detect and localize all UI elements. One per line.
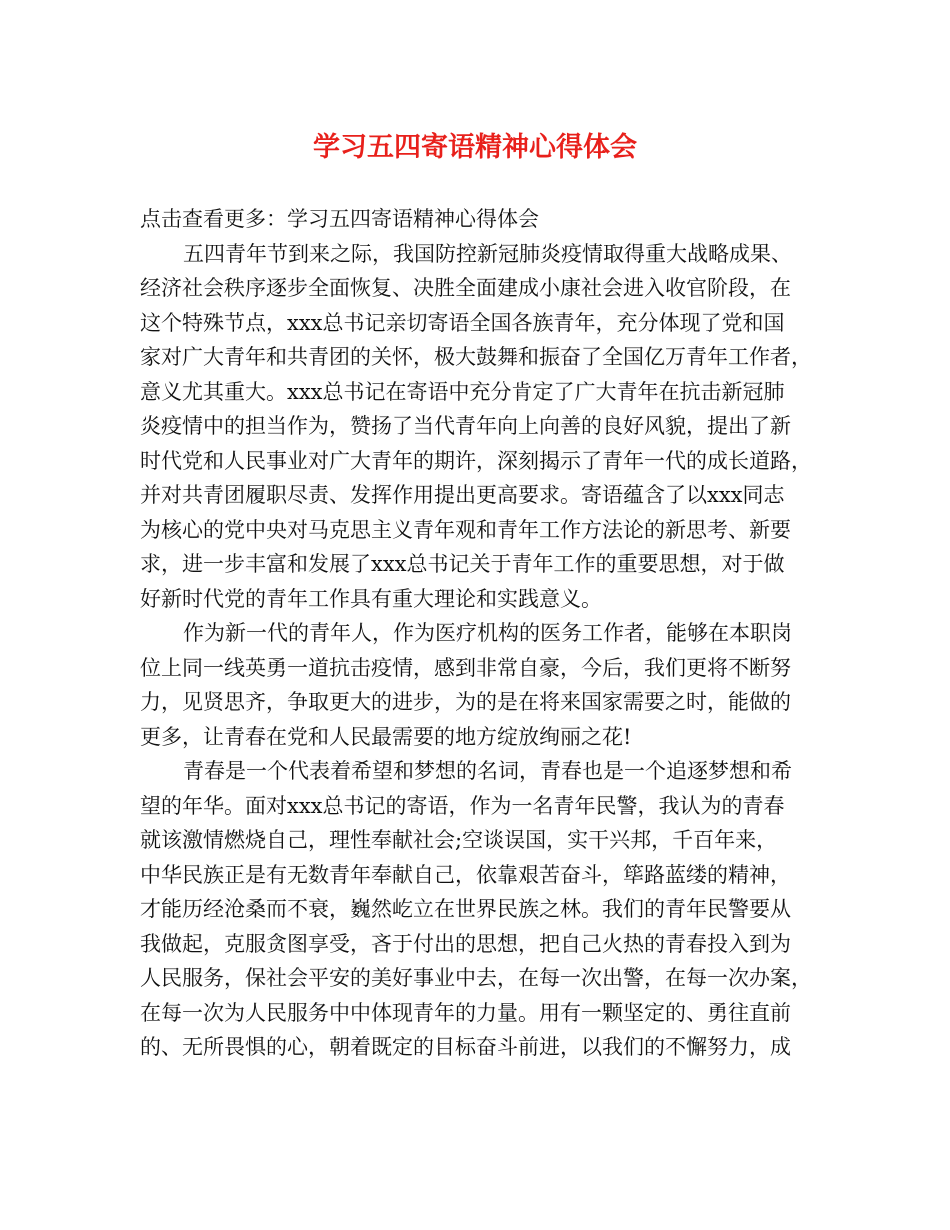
paragraph-line: 经济社会秩序逐步全面恢复、决胜全面建成小康社会进入收官阶段，在 <box>140 276 791 300</box>
paragraph-first-line: 青春是一个代表着希望和梦想的名词，青春也是一个追逐梦想和希 <box>183 759 792 783</box>
paragraph-line: 更多，让青春在党和人民最需要的地方绽放绚丽之花! <box>140 724 632 749</box>
paragraph-line: 意义尤其重大。xxx总书记在寄语中充分肯定了广大青年在抗击新冠肺 <box>140 379 785 404</box>
paragraph-line: 中华民族正是有无数青年奉献自己，依靠艰苦奋斗，筚路蓝缕的精神， <box>140 862 791 887</box>
paragraph-line: 望的年华。面对xxx总书记的寄语，作为一名青年民警，我认为的青春 <box>140 793 785 818</box>
paragraph-line: 在每一次为人民服务中中体现青年的力量。用有一颗坚定的、勇往直前 <box>140 1000 791 1025</box>
paragraph-line: 力，见贤思齐，争取更大的进步，为的是在将来国家需要之时，能做的 <box>140 690 791 714</box>
paragraph-line: 并对共青团履职尽责、发挥作用提出更高要求。寄语蕴含了以xxx同志 <box>140 483 785 507</box>
paragraph-first-line: 五四青年节到来之际，我国防控新冠肺炎疫情取得重大战略成果、 <box>183 241 792 266</box>
paragraph-line: 才能历经沧桑而不衰，巍然屹立在世界民族之林。我们的青年民警要从 <box>140 897 791 921</box>
paragraph-line: 家对广大青年和共青团的关怀，极大鼓舞和振奋了全国亿万青年工作者， <box>140 345 812 369</box>
paragraph-line: 就该激情燃烧自己，理性奉献社会;空谈误国，实干兴邦，千百年来， <box>140 828 778 852</box>
paragraph-line: 为核心的党中央对马克思主义青年观和青年工作方法论的新思考、新要 <box>140 517 791 542</box>
paragraph-first-line: 作为新一代的青年人，作为医疗机构的医务工作者，能够在本职岗 <box>183 621 792 645</box>
document-title: 学习五四寄语精神心得体会 <box>313 132 637 163</box>
paragraph-line: 人民服务，保社会平安的美好事业中去，在每一次出警，在每一次办案， <box>140 966 812 990</box>
paragraph-line: 时代党和人民事业对广大青年的期许，深刻揭示了青年一代的成长道路， <box>140 448 812 473</box>
paragraph-line: 位上同一线英勇一道抗击疫情，感到非常自豪，今后，我们更将不断努 <box>140 655 791 680</box>
intro-line: 点击查看更多：学习五四寄语精神心得体会 <box>140 207 539 231</box>
paragraph-line: 好新时代党的青年工作具有重大理论和实践意义。 <box>140 586 602 611</box>
paragraph-line: 我做起，克服贪图享受，吝于付出的思想，把自己火热的青春投入到为 <box>140 931 791 956</box>
paragraph-line: 求，进一步丰富和发展了xxx总书记关于青年工作的重要思想，对于做 <box>140 552 785 576</box>
paragraph-line: 的、无所畏惧的心，朝着既定的目标奋斗前进，以我们的不懈努力，成 <box>140 1035 791 1059</box>
paragraph-line: 这个特殊节点，xxx总书记亲切寄语全国各族青年，充分体现了党和国 <box>140 310 785 335</box>
paragraph-line: 炎疫情中的担当作为，赞扬了当代青年向上向善的良好风貌，提出了新 <box>140 414 791 438</box>
document-body <box>140 202 820 1065</box>
